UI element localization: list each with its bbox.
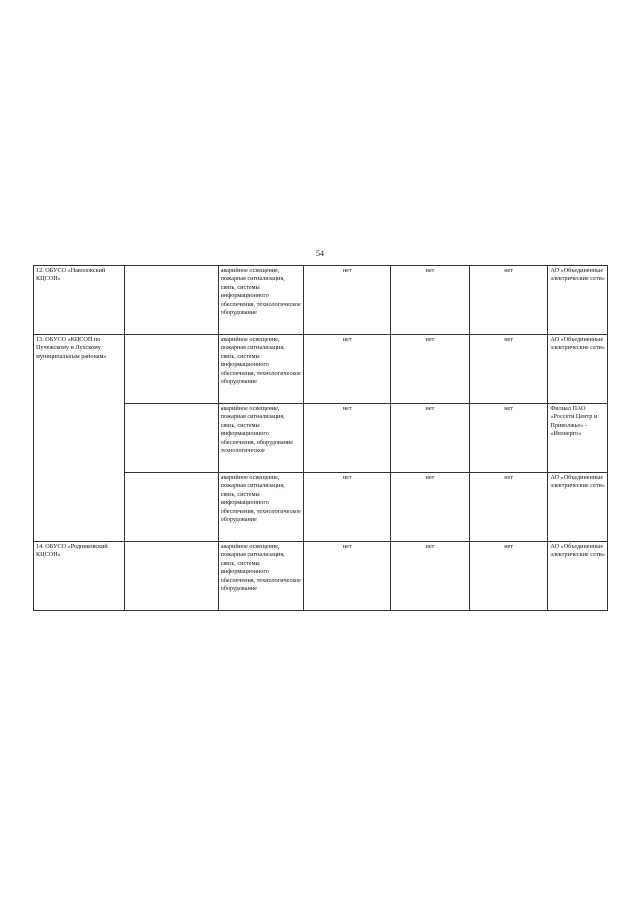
- supplier-name: Филиал ПАО «Россети Центр и Приволжье» - «Ивэнерго»: [550, 405, 598, 438]
- absent-value: нет: [425, 267, 435, 274]
- value-cell: [469, 404, 548, 473]
- supplier-cell: [548, 266, 608, 335]
- org-cell: [34, 542, 125, 611]
- consumers-text: аварийное освещение, пожарная сигнализация, связь, системы информационного обеспечения, технологическое оборудование: [220, 474, 301, 524]
- absent-value: нет: [425, 474, 435, 481]
- org-cell: [34, 335, 125, 542]
- absent-value: нет: [504, 336, 513, 343]
- absent-value: нет: [504, 405, 513, 412]
- power-supply-table: [33, 265, 608, 611]
- page-number: 54: [316, 249, 324, 258]
- org-cell: [34, 266, 125, 335]
- consumers-cell: [218, 266, 304, 335]
- consumers-text: аварийное освещение, пожарная сигнализация, связь, системы информационного обеспечения, технологическое оборудование: [220, 267, 301, 317]
- value-cell: [304, 335, 391, 404]
- table-row: [34, 266, 608, 335]
- consumers-text: аварийное освещение, пожарная сигнализация, связь, системы информационного обеспечения, технологическое оборудование: [220, 543, 301, 593]
- empty-cell: [124, 404, 218, 473]
- empty-cell: [124, 542, 218, 611]
- absent-value: нет: [504, 267, 513, 274]
- value-cell: [391, 542, 470, 611]
- supplier-cell: [548, 473, 608, 542]
- value-cell: [304, 266, 391, 335]
- consumers-text: аварийное освещение, пожарная сигнализация, связь, системы информационного обеспечения, технологическое оборудование: [220, 336, 301, 386]
- absent-value: нет: [425, 405, 435, 412]
- absent-value: нет: [342, 543, 352, 550]
- value-cell: [304, 404, 391, 473]
- supplier-cell: [548, 335, 608, 404]
- absent-value: нет: [342, 474, 352, 481]
- value-cell: [391, 404, 470, 473]
- supplier-name: АО «Объединенные электрические сети»: [550, 267, 605, 283]
- supplier-name: АО «Объединенные электрические сети»: [550, 543, 605, 559]
- consumers-text: аварийное освещение, пожарная сигнализация, связь, системы информационного обеспечения, оборудование технологическое: [220, 405, 293, 455]
- value-cell: [391, 266, 470, 335]
- absent-value: нет: [342, 267, 352, 274]
- absent-value: нет: [504, 474, 513, 481]
- table-row: [34, 335, 608, 404]
- absent-value: нет: [342, 405, 352, 412]
- supplier-cell: [548, 404, 608, 473]
- table-row: [34, 542, 608, 611]
- consumers-cell: [218, 335, 304, 404]
- value-cell: [469, 473, 548, 542]
- org-name: 12. ОБУСО «Наволокский КЦСОН»: [36, 267, 106, 283]
- value-cell: [469, 335, 548, 404]
- absent-value: нет: [504, 543, 513, 550]
- absent-value: нет: [342, 336, 352, 343]
- value-cell: [469, 542, 548, 611]
- org-name: 13. ОБУСО «КЦСОН по Пучежскому и Лухскому муниципальным районам»: [36, 336, 107, 360]
- empty-cell: [124, 266, 218, 335]
- consumers-cell: [218, 404, 304, 473]
- value-cell: [304, 473, 391, 542]
- supplier-name: АО «Объединенные электрические сети»: [550, 336, 605, 352]
- consumers-cell: [218, 473, 304, 542]
- value-cell: [391, 335, 470, 404]
- absent-value: нет: [425, 336, 435, 343]
- value-cell: [469, 266, 548, 335]
- value-cell: [391, 473, 470, 542]
- value-cell: [304, 542, 391, 611]
- empty-cell: [124, 473, 218, 542]
- absent-value: нет: [425, 543, 435, 550]
- consumers-cell: [218, 542, 304, 611]
- supplier-name: АО «Объединенные электрические сети»: [550, 474, 605, 490]
- supplier-cell: [548, 542, 608, 611]
- org-name: 14. ОБУСО «Родниковский КЦСОН»: [36, 543, 108, 559]
- empty-cell: [124, 335, 218, 404]
